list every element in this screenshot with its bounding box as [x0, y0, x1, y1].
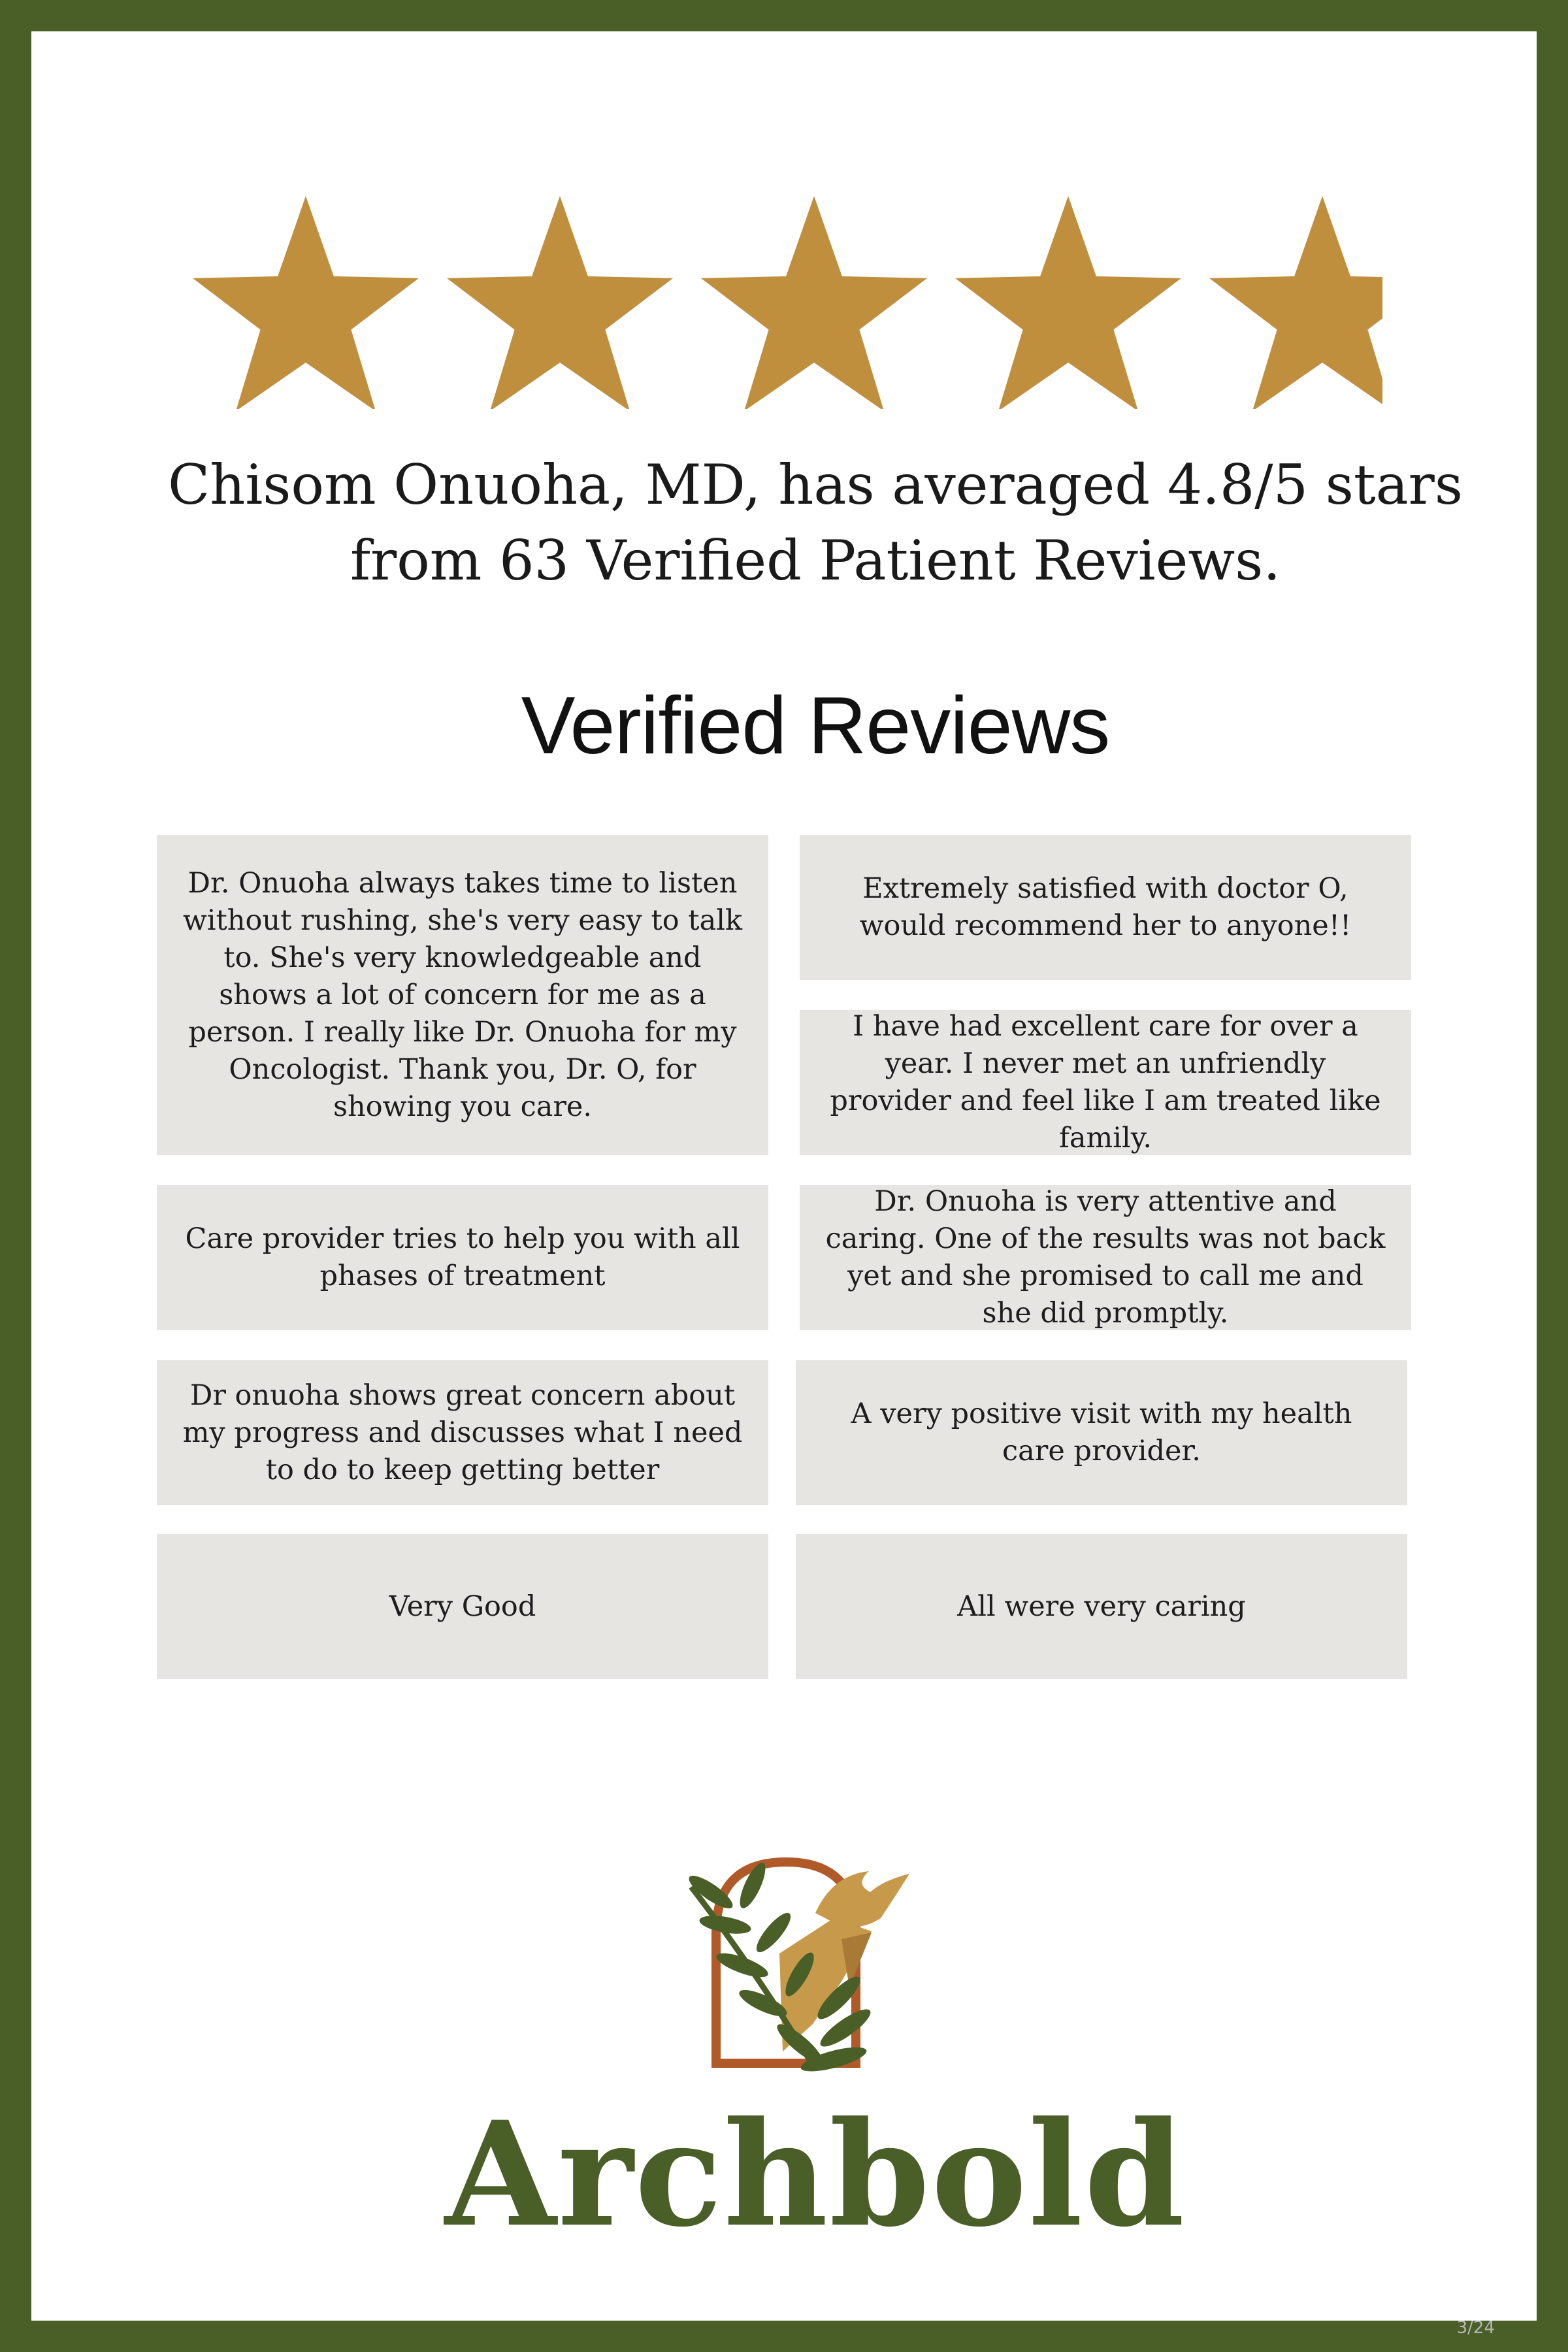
review-card [157, 1360, 768, 1505]
star-icon [955, 196, 1181, 409]
review-card [800, 835, 1411, 980]
review-text: Dr. Onuoha is very attentive and caring. One of the results was not back yet and she promised to call me and she did promptly. [825, 1185, 1386, 1330]
torch-arch-olive-branch-icon [685, 1835, 946, 2083]
review-text: All were very caring [957, 1590, 1246, 1623]
star-icon [1209, 196, 1382, 409]
review-card [796, 1360, 1407, 1505]
section-title: Verified Reviews [521, 681, 1110, 771]
star-icon [193, 196, 419, 409]
review-card [157, 1534, 768, 1679]
review-card [157, 1185, 768, 1330]
review-card [796, 1534, 1407, 1679]
page-number: 3/24 [1456, 2318, 1495, 2338]
review-card [800, 1010, 1411, 1155]
review-text: Care provider tries to help you with all phases of treatment [185, 1222, 740, 1292]
brand-name: Archbold [444, 2089, 1186, 2259]
review-text: Very Good [389, 1590, 536, 1623]
review-text: Dr. Onuoha always takes time to listen without rushing, she's very easy to talk to. She's very knowledgeable and shows a lot of concern for me as a person. I really like Dr. Onuoha for my Oncologist. Thank you, Dr. O, for showing you care. [182, 866, 743, 1123]
review-text: Extremely satisfied with doctor O, would recommend her to anyone!! [859, 872, 1352, 942]
review-text: Dr onuoha shows great concern about my progress and discusses what I need to do to keep getting better [182, 1379, 743, 1486]
star-icon [447, 196, 673, 409]
rating-summary [136, 447, 1495, 598]
star-icon [701, 196, 927, 409]
star-rating [188, 187, 1382, 409]
rating-summary-line-2: from 63 Verified Patient Reviews. [350, 529, 1281, 593]
review-card [800, 1185, 1411, 1330]
review-text: I have had excellent care for over a year. I never met an unfriendly provider and feel like I am treated like family. [830, 1010, 1381, 1154]
review-card [157, 835, 768, 1155]
rating-summary-line-1: Chisom Onuoha, MD, has averaged 4.8/5 stars [168, 453, 1463, 517]
review-text: A very positive visit with my health care provider. [851, 1397, 1352, 1467]
